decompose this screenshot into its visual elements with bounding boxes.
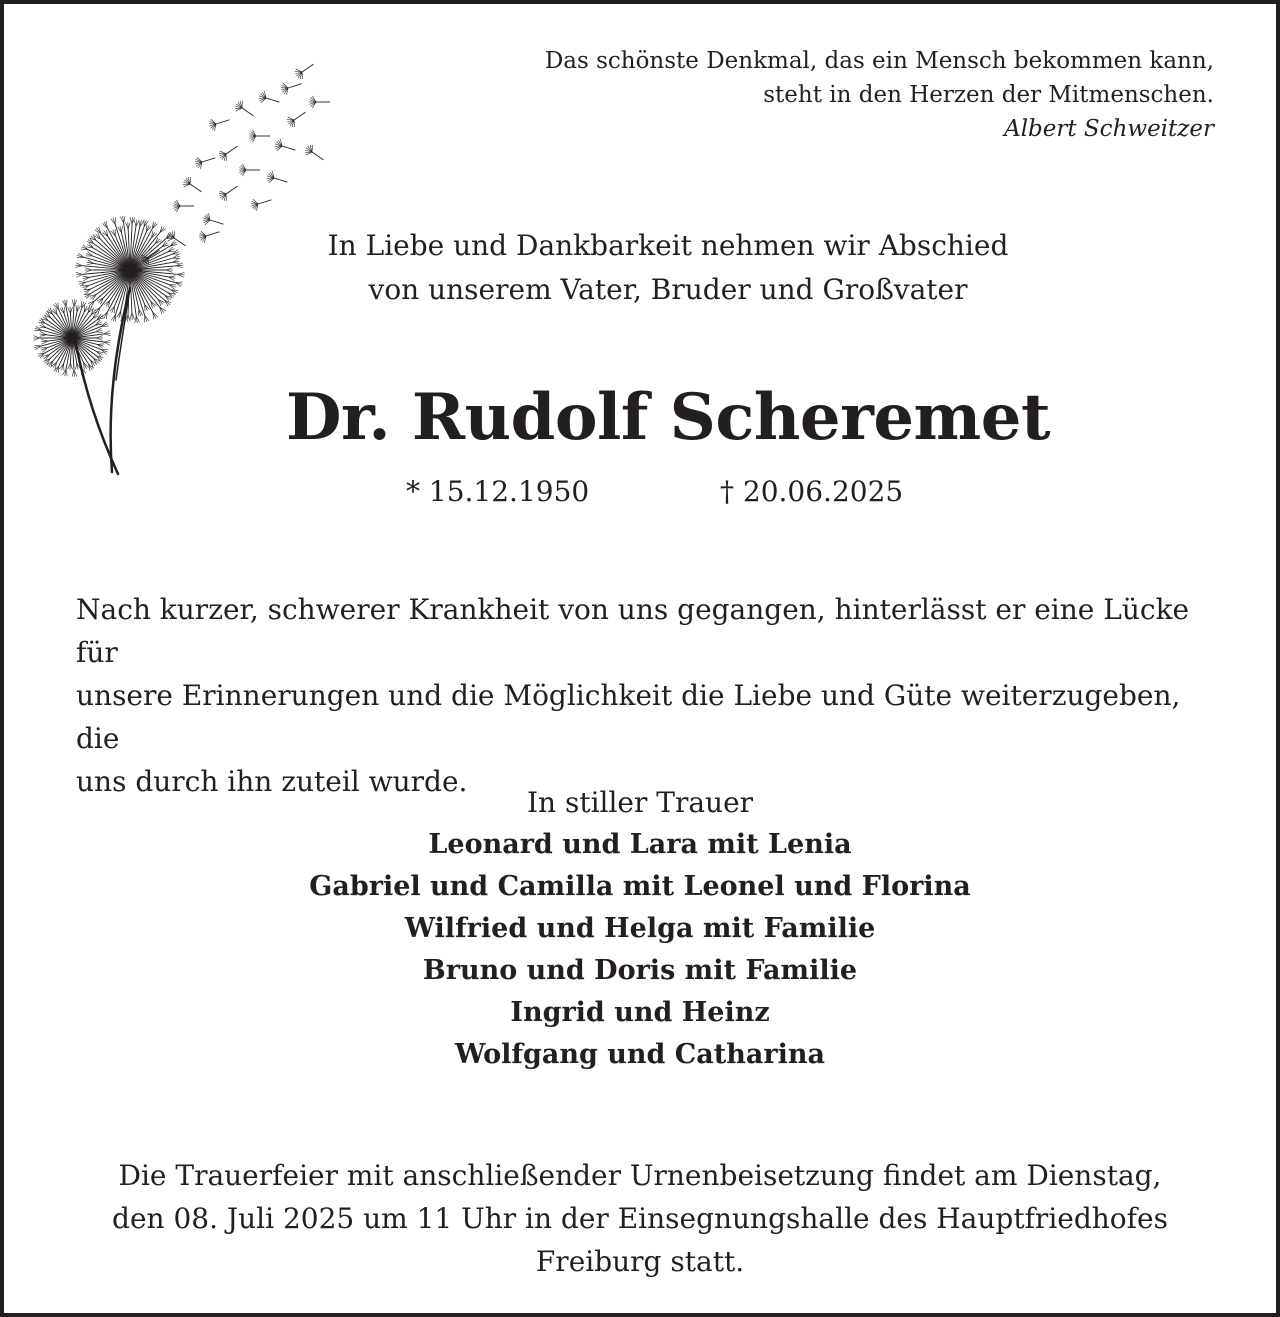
- service-line-3: Freiburg statt.: [535, 1245, 745, 1278]
- quote-author: Albert Schweitzer: [1004, 116, 1214, 142]
- service-info: [0, 1154, 1280, 1283]
- mourners-heading: In stiller Trauer: [526, 786, 754, 819]
- mourners-list: [0, 824, 1280, 1076]
- mourner-name: Bruno und Doris mit Familie: [422, 955, 858, 986]
- epigraph-quote: [545, 44, 1214, 146]
- mourner-name: Ingrid und Heinz: [510, 997, 770, 1028]
- mourner-name: Gabriel und Camilla mit Leonel und Florina: [309, 871, 971, 902]
- intro-line-1: In Liebe und Dankbarkeit nehmen wir Abschied: [327, 229, 1009, 262]
- deceased-name: Dr. Rudolf Scheremet: [285, 380, 1051, 455]
- quote-line-1: Das schönste Denkmal, das ein Mensch bekommen kann,: [544, 48, 1214, 74]
- quote-line-2: steht in den Herzen der Mitmenschen.: [763, 82, 1214, 108]
- body-text: [76, 588, 1216, 803]
- body-line-1: Nach kurzer, schwerer Krankheit von uns gegangen, hinterlässt er eine Lücke für: [76, 593, 1190, 669]
- birth-date: * 15.12.1950: [406, 475, 590, 508]
- body-line-2: unsere Erinnerungen und die Möglichkeit die Liebe und Güte weiterzugeben, die: [76, 679, 1181, 755]
- intro-line-2: von unserem Vater, Bruder und Großvater: [368, 273, 968, 306]
- service-line-1: Die Trauerfeier mit anschließender Urnenbeisetzung findet am Dienstag,: [118, 1159, 1162, 1192]
- intro-text: [28, 224, 1280, 312]
- body-line-3: uns durch ihn zuteil wurde.: [76, 765, 468, 798]
- mourner-name: Wolfgang und Catharina: [454, 1039, 825, 1070]
- service-line-2: den 08. Juli 2025 um 11 Uhr in der Einsegnungshalle des Hauptfriedhofes: [112, 1202, 1168, 1235]
- mourner-name: Leonard und Lara mit Lenia: [428, 829, 852, 860]
- mourners-section: [0, 782, 1280, 1076]
- mourner-name: Wilfried und Helga mit Familie: [404, 913, 876, 944]
- death-date: † 20.06.2025: [720, 475, 904, 508]
